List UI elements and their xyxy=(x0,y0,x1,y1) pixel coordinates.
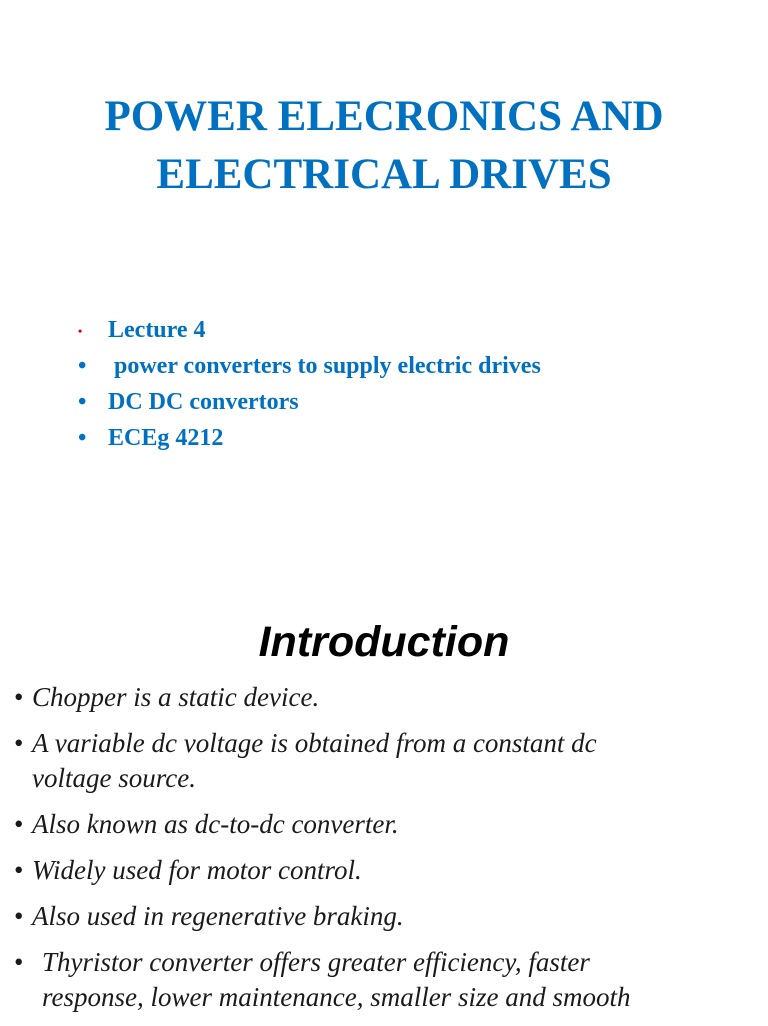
introduction-item xyxy=(14,807,630,842)
introduction-heading: Introduction xyxy=(258,618,510,666)
introduction-item-text: A variable dc voltage is obtained from a constant dc xyxy=(32,728,597,758)
introduction-item xyxy=(14,945,630,1015)
lecture-info-item xyxy=(78,384,541,420)
lecture-info-item xyxy=(78,348,541,384)
slide-title xyxy=(0,88,768,204)
slide-title-line-2: ELECTRICAL DRIVES xyxy=(156,151,612,198)
course-code: ECEg 4212 xyxy=(108,425,224,451)
bullet-icon: • xyxy=(78,389,87,415)
introduction-item-text: Chopper is a static device. xyxy=(32,682,320,712)
bullet-icon: • xyxy=(14,901,24,931)
bullet-icon: • xyxy=(14,809,24,839)
introduction-item xyxy=(14,680,630,715)
bullet-icon: • xyxy=(78,324,83,339)
lecture-subtopic: DC DC convertors xyxy=(108,389,299,415)
introduction-item-text: Widely used for motor control. xyxy=(32,855,362,885)
slide-title-line-1: POWER ELECRONICS AND xyxy=(104,93,664,140)
lecture-topic: power converters to supply electric drives xyxy=(114,353,541,379)
introduction-item-text-continued: response, lower maintenance, smaller size and smooth xyxy=(42,982,631,1012)
bullet-icon: • xyxy=(14,855,24,885)
introduction-list xyxy=(14,680,630,1026)
introduction-item xyxy=(14,726,630,796)
lecture-info-item xyxy=(78,420,541,456)
introduction-item-text: Also known as dc-to-dc converter. xyxy=(32,809,399,839)
lecture-info-list xyxy=(78,312,541,456)
bullet-icon: • xyxy=(78,353,87,379)
introduction-slide xyxy=(0,580,768,1024)
bullet-icon: • xyxy=(14,947,24,977)
introduction-item-text: Thyristor converter offers greater efficiency, faster xyxy=(42,947,590,977)
bullet-icon: • xyxy=(14,682,24,712)
bullet-icon: • xyxy=(78,425,87,451)
lecture-info-item xyxy=(78,312,541,348)
introduction-item xyxy=(14,853,630,888)
bullet-icon: • xyxy=(14,728,24,758)
introduction-item-text-continued: voltage source. xyxy=(32,763,196,793)
introduction-item-text: Also used in regenerative braking. xyxy=(32,901,404,931)
lecture-number: Lecture 4 xyxy=(108,317,206,343)
introduction-item xyxy=(14,899,630,934)
